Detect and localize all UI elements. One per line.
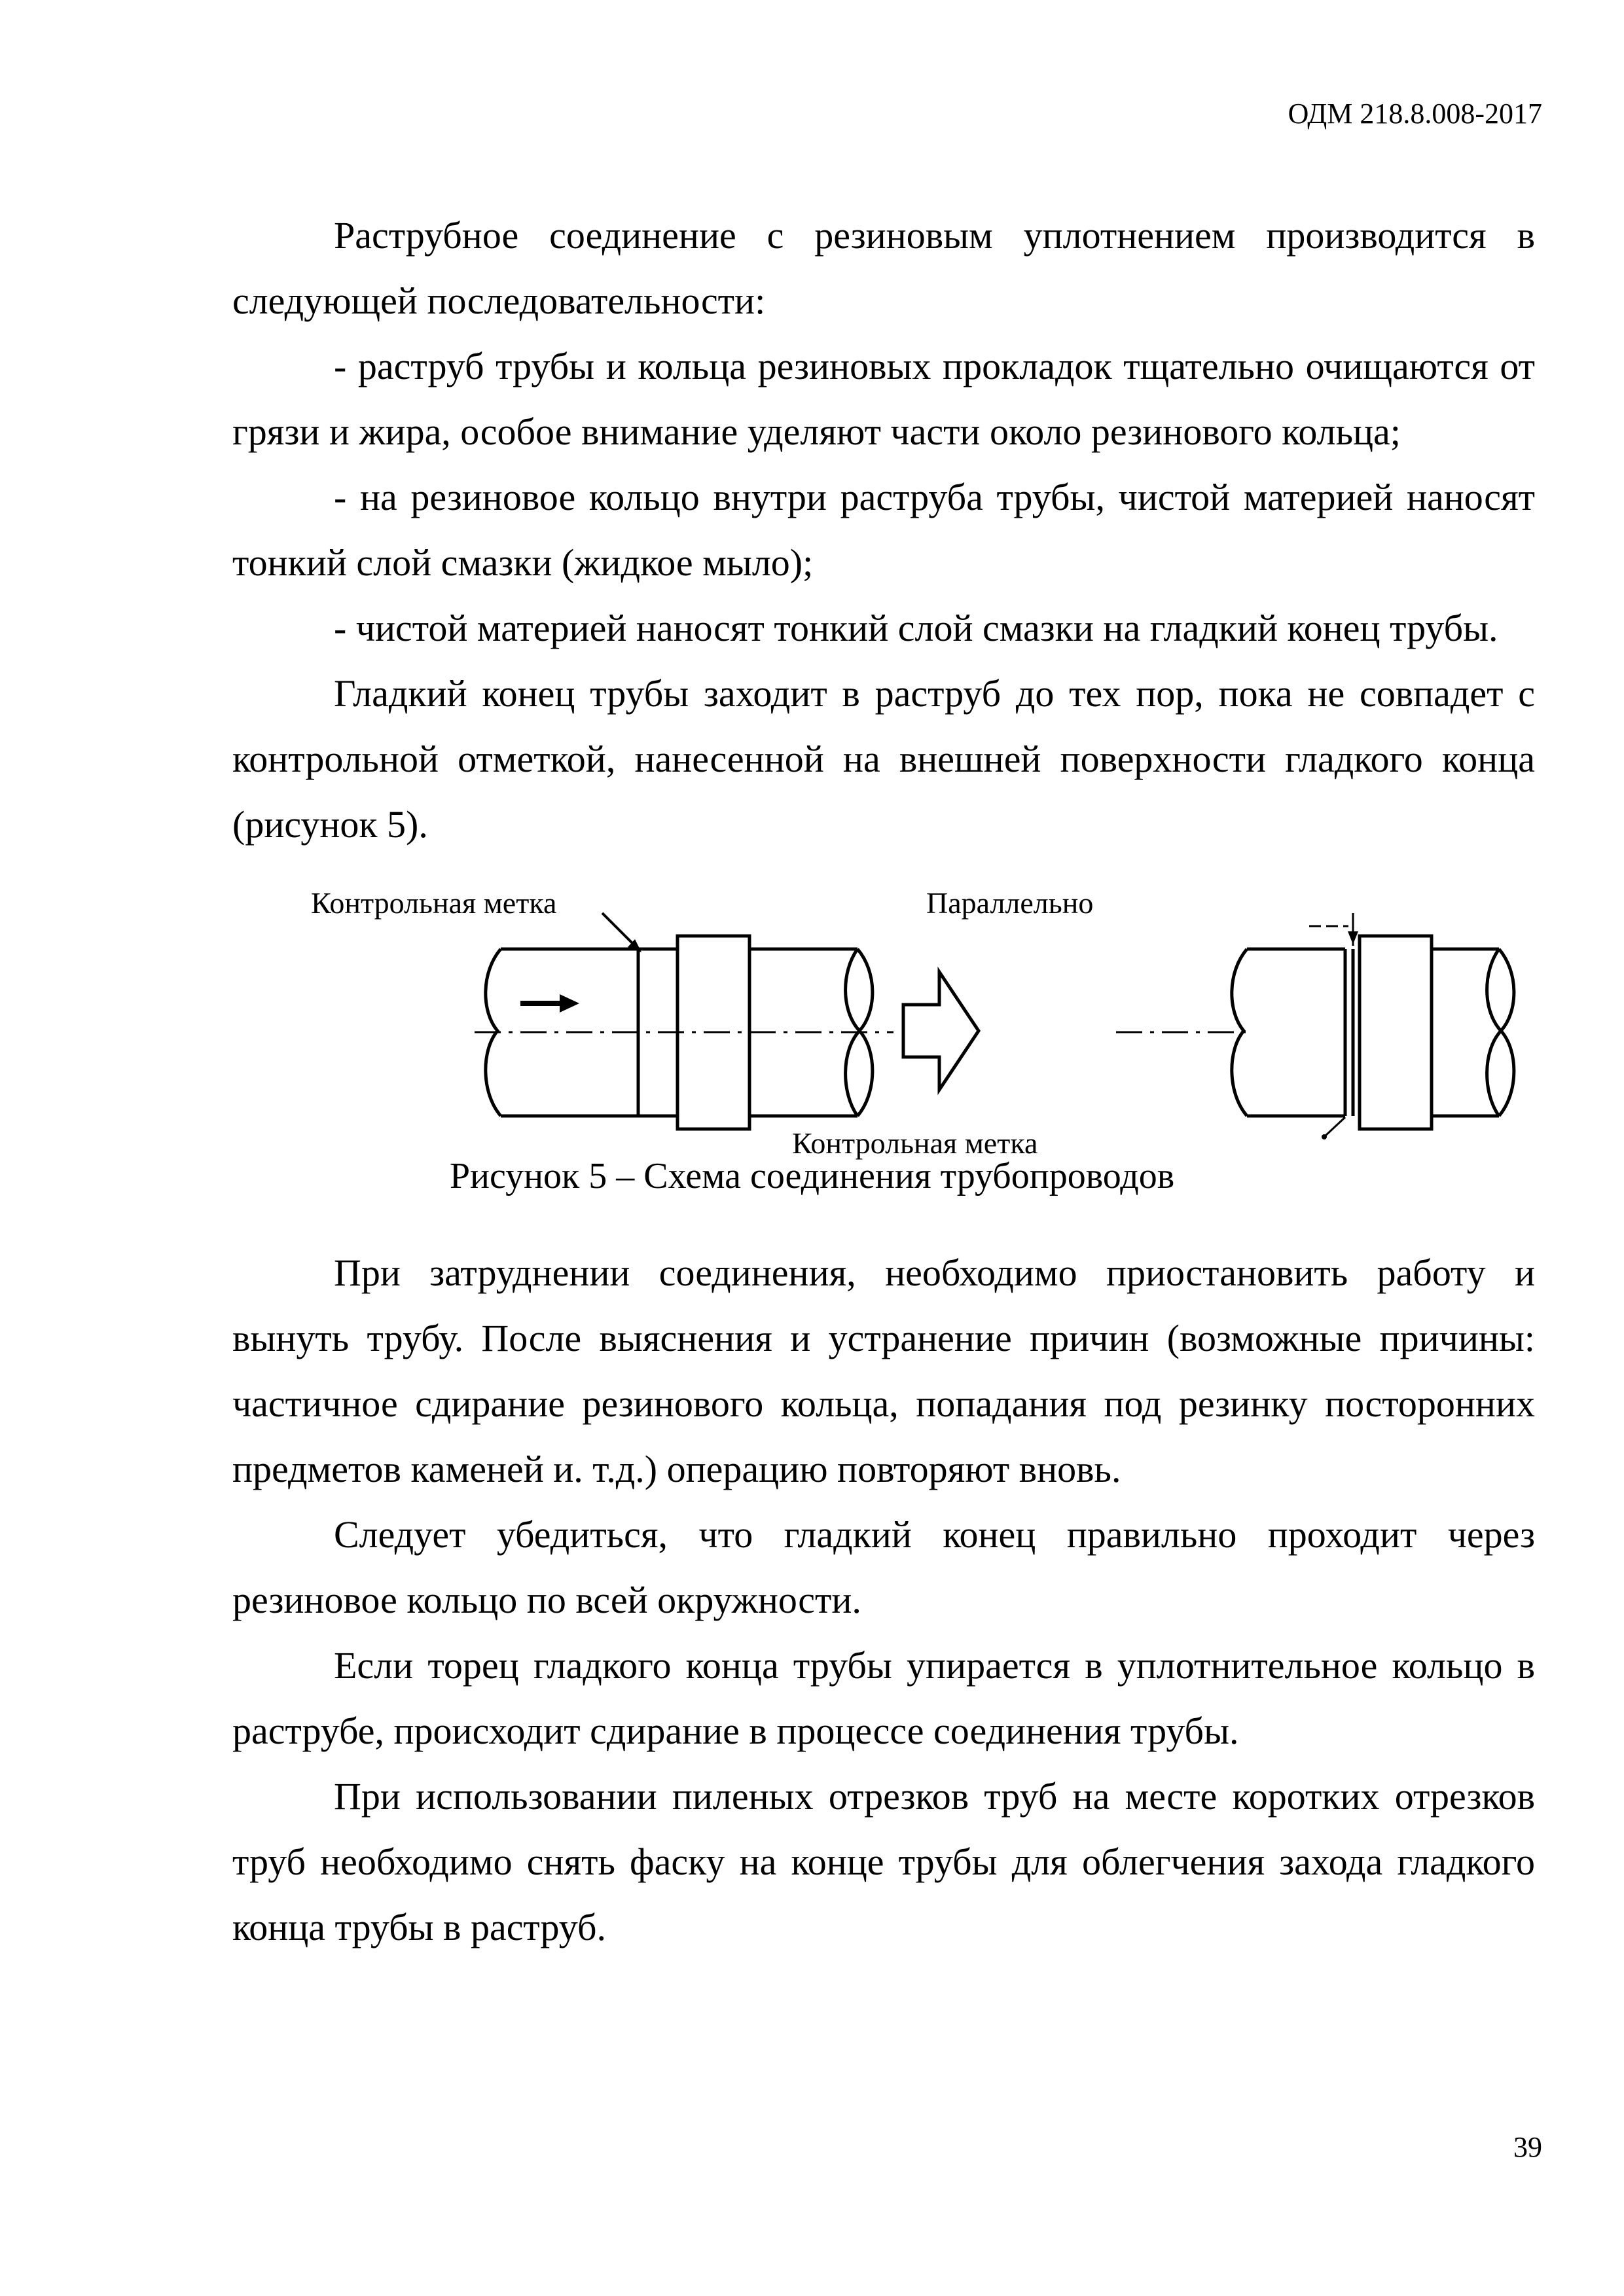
paragraph: При затруднении соединения, необходимо приостановить работу и вынуть трубу. После выяснения и устранение причин (возможные причины: частичное сдирание резинового кольца, попадания под резинку посторонних предметов каменей и. т.д.) операцию повторяют вновь. bbox=[232, 1251, 1535, 1490]
text-block-bottom bbox=[232, 1240, 1535, 1960]
paragraph: Следует убедиться, что гладкий конец правильно проходит через резиновое кольцо по всей окружности. bbox=[232, 1513, 1535, 1621]
pipe-diagram bbox=[232, 874, 1535, 1155]
direction-arrow-icon bbox=[903, 972, 979, 1090]
paragraph: Раструбное соединение с резиновым уплотнением производится в следующей последовательности: bbox=[232, 214, 1535, 322]
paragraph: - на резиновое кольцо внутри раструба трубы, чистой материей наносят тонкий слой смазки (жидкое мыло); bbox=[232, 476, 1535, 584]
paragraph: Если торец гладкого конца трубы упирается в уплотнительное кольцо в раструбе, происходит сдирание в процессе соединения трубы. bbox=[232, 1644, 1535, 1752]
label-parallel: Параллельно bbox=[926, 886, 1094, 920]
paragraph: Гладкий конец трубы заходит в раструб до тех пор, пока не совпадет с контрольной отметкой, нанесенной на внешней поверхности гладкого конца (рисунок 5). bbox=[232, 672, 1535, 846]
label-control-mark-top: Контрольная метка bbox=[311, 886, 557, 920]
figure-caption: Рисунок 5 – Схема соединения трубопроводов bbox=[449, 1156, 1175, 1196]
label-control-mark-bottom: Контрольная метка bbox=[792, 1126, 1038, 1160]
paragraph: - чистой материей наносят тонкий слой смазки на гладкий конец трубы. bbox=[334, 607, 1498, 649]
document-code: ОДМ 218.8.008-2017 bbox=[1288, 98, 1542, 130]
pipe-after-insertion bbox=[1232, 913, 1514, 1139]
paragraph: При использовании пиленых отрезков труб на месте коротких отрезков труб необходимо снять фаску на конце трубы для облегчения захода гладкого конца трубы в раструб. bbox=[232, 1775, 1535, 1948]
text-block-top bbox=[232, 203, 1535, 857]
page-number: 39 bbox=[1513, 2131, 1542, 2163]
paragraph: - раструб трубы и кольца резиновых прокладок тщательно очищаются от грязи и жира, особое внимание уделяют части около резинового кольца; bbox=[232, 345, 1535, 453]
pipe-before-insertion bbox=[486, 913, 873, 1129]
